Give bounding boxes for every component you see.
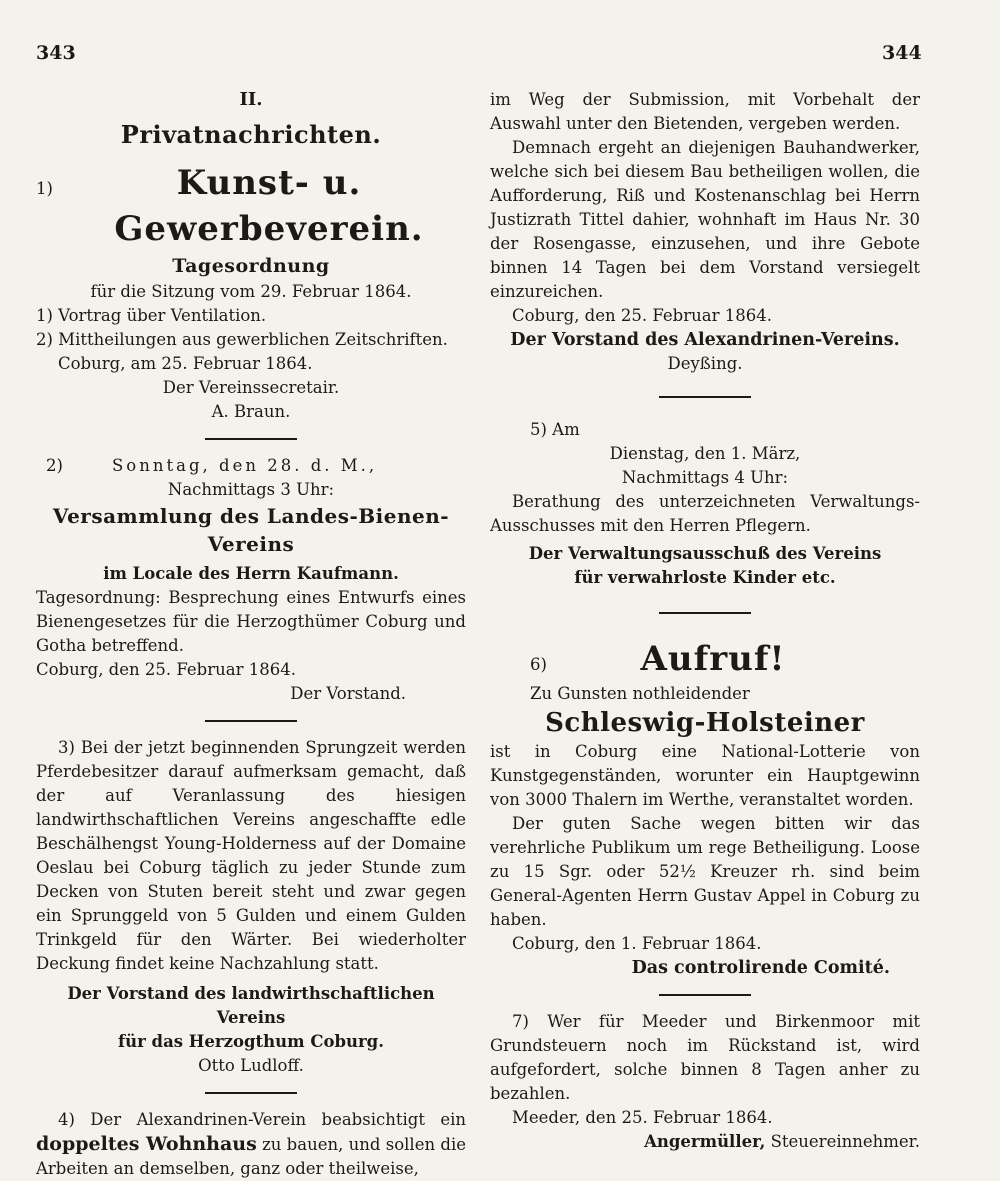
notice-2-time: Nachmittags 3 Uhr: — [167, 480, 335, 499]
notice-6-place: Coburg, den 1. Februar 1864. — [512, 934, 762, 953]
notice-5-date: Dienstag, den 1. März, — [609, 444, 801, 463]
notice-6-title: Aufruf! — [640, 639, 786, 679]
notice-1-date-line: für die Sitzung vom 29. Februar 1864. — [90, 282, 412, 301]
notice-6-text-2: Der guten Sache wegen bitten wir das verehrliche Publikum um rege Betheiligung. Loose zu 15 Sgr. oder 52½ Kreuzer rh. sind beim General-Agenten Herrn Gustav Appel in Coburg zu haben. — [490, 814, 920, 929]
notice-6-heading — [490, 636, 920, 682]
notice-7-sign-name: Angermüller, — [644, 1132, 766, 1151]
notice-1-sign: Der Vereinssecretair. — [162, 378, 340, 397]
notice-1-heading — [36, 160, 466, 252]
divider — [659, 612, 751, 614]
notice-4-emphasis: doppeltes Wohnhaus — [36, 1133, 257, 1155]
notice-4-sign-name: Deyßing. — [667, 354, 743, 373]
notice-2-when — [36, 454, 466, 478]
notice-4-place: Coburg, den 25. Februar 1864. — [512, 306, 772, 325]
notice-7-sign-title: Steuereinnehmer. — [770, 1132, 920, 1151]
notice-2-agenda: Tagesordnung: Besprechung eines Entwurfs eines Bienengesetzes für die Herzogthümer Coburg und Gotha betreffend. — [36, 588, 466, 655]
notice-3-sign: Der Vorstand des landwirthschaftlichen Vereins — [67, 984, 435, 1027]
notice-3-sign-region: für das Herzogthum Coburg. — [118, 1032, 384, 1051]
divider — [205, 438, 297, 440]
notice-6-title-2: Schleswig-Holsteiner — [545, 708, 865, 738]
page-number-left: 343 — [36, 42, 76, 64]
notice-5-time: Nachmittags 4 Uhr: — [621, 468, 789, 487]
notice-7-text: 7) Wer für Meeder und Birkenmoor mit Grundsteuern noch im Rückstand ist, wird aufgefordert, solche binnen 8 Tagen anher zu bezahlen. — [490, 1012, 920, 1103]
divider — [659, 396, 751, 398]
notice-6-text: ist in Coburg eine National-Lotterie von Kunstgegenständen, worunter ein Hauptgewinn von 3000 Thalern im Werthe, veranstaltet worden. — [490, 742, 920, 809]
notice-3-text: 3) Bei der jetzt beginnenden Sprungzeit werden Pferdebesitzer darauf aufmerksam gemacht, daß der auf Veranlassung des hiesigen landwirthschaftlichen Vereins angeschaffte edle Beschälhengst Young-Holderness auf der Domaine Oeslau bei Coburg täglich zu jeder Stunde zum Decken von Stuten bereit steht und zwar gegen ein Sprunggeld von 5 Gulden und einem Gulden Trinkgeld für den Wärter. Bei wiederholter Deckung findet keine Nachzahlung statt. — [36, 738, 466, 973]
notice-5-number: 5) Am — [530, 420, 580, 439]
notice-5-sign-subject: für verwahrloste Kinder etc. — [574, 568, 836, 587]
notice-1-sign-name: A. Braun. — [211, 402, 291, 421]
notice-1-place: Coburg, am 25. Februar 1864. — [58, 354, 313, 373]
notice-4-continued-2: Demnach ergeht an diejenigen Bauhandwerker, welche sich bei diesem Bau betheiligen wollen, die Aufforderung, Riß und Kostenanschlag bei Herrn Justizrath Tittel dahier, wohnhaft im Haus Nr. 30 der Rosengasse, einzusehen, und ihre Gebote binnen 14 Tagen bei dem Vorstand versiegelt einzureichen. — [490, 138, 920, 301]
notice-4-text-end: zu bauen, und sollen die Arbeiten an demselben, ganz oder theilweise, — [36, 1135, 466, 1178]
section-title: Privatnachrichten. — [120, 120, 382, 149]
notice-5-sign: Der Verwaltungsausschuß des Vereins — [528, 544, 882, 563]
notice-2-locale: im Locale des Herrn Kaufmann. — [103, 564, 399, 583]
notice-6-subtitle: Zu Gunsten nothleidender — [530, 684, 750, 703]
notice-2-place: Coburg, den 25. Februar 1864. — [36, 660, 296, 679]
notice-4-text-start: 4) Der Alexandrinen-Verein beabsichtigt ein — [58, 1110, 466, 1129]
divider — [205, 720, 297, 722]
divider — [659, 994, 751, 996]
notice-1-subtitle: Tagesordnung — [172, 255, 330, 277]
notice-2-title: Versammlung des Landes-Bienen-Vereins — [52, 504, 450, 556]
notice-7-sign — [490, 1130, 920, 1154]
notice-4-continued: im Weg der Submission, mit Vorbehalt der Auswahl unter den Bietenden, vergeben werden. — [490, 90, 920, 133]
notice-4-text — [36, 1108, 466, 1181]
notice-2-sign: Der Vorstand. — [290, 684, 406, 703]
notice-6-number: 6) — [530, 655, 547, 674]
left-column — [36, 88, 466, 1181]
notice-1-title: Kunst- u. Gewerbeverein. — [114, 163, 424, 249]
divider — [205, 1092, 297, 1094]
notice-1-item: 2) Mittheilungen aus gewerblichen Zeitschriften. — [36, 330, 448, 349]
notice-4-sign: Der Vorstand des Alexandrinen-Vereins. — [510, 330, 900, 350]
section-roman: II. — [239, 89, 263, 110]
notice-1-item: 1) Vortrag über Ventilation. — [36, 306, 267, 325]
page-number-right: 344 — [882, 42, 922, 64]
notice-6-sign: Das controlirende Comité. — [631, 958, 890, 978]
notice-3-sign-name: Otto Ludloff. — [198, 1056, 304, 1075]
notice-2-date: Sonntag, den 28. d. M., — [112, 456, 378, 475]
notice-1-number: 1) — [36, 179, 53, 198]
right-column — [490, 88, 920, 1154]
notice-2-number: 2) — [46, 456, 63, 475]
notice-7-place: Meeder, den 25. Februar 1864. — [512, 1108, 773, 1127]
notice-5-text: Berathung des unterzeichneten Verwaltungs-Ausschusses mit den Herren Pflegern. — [490, 492, 920, 535]
